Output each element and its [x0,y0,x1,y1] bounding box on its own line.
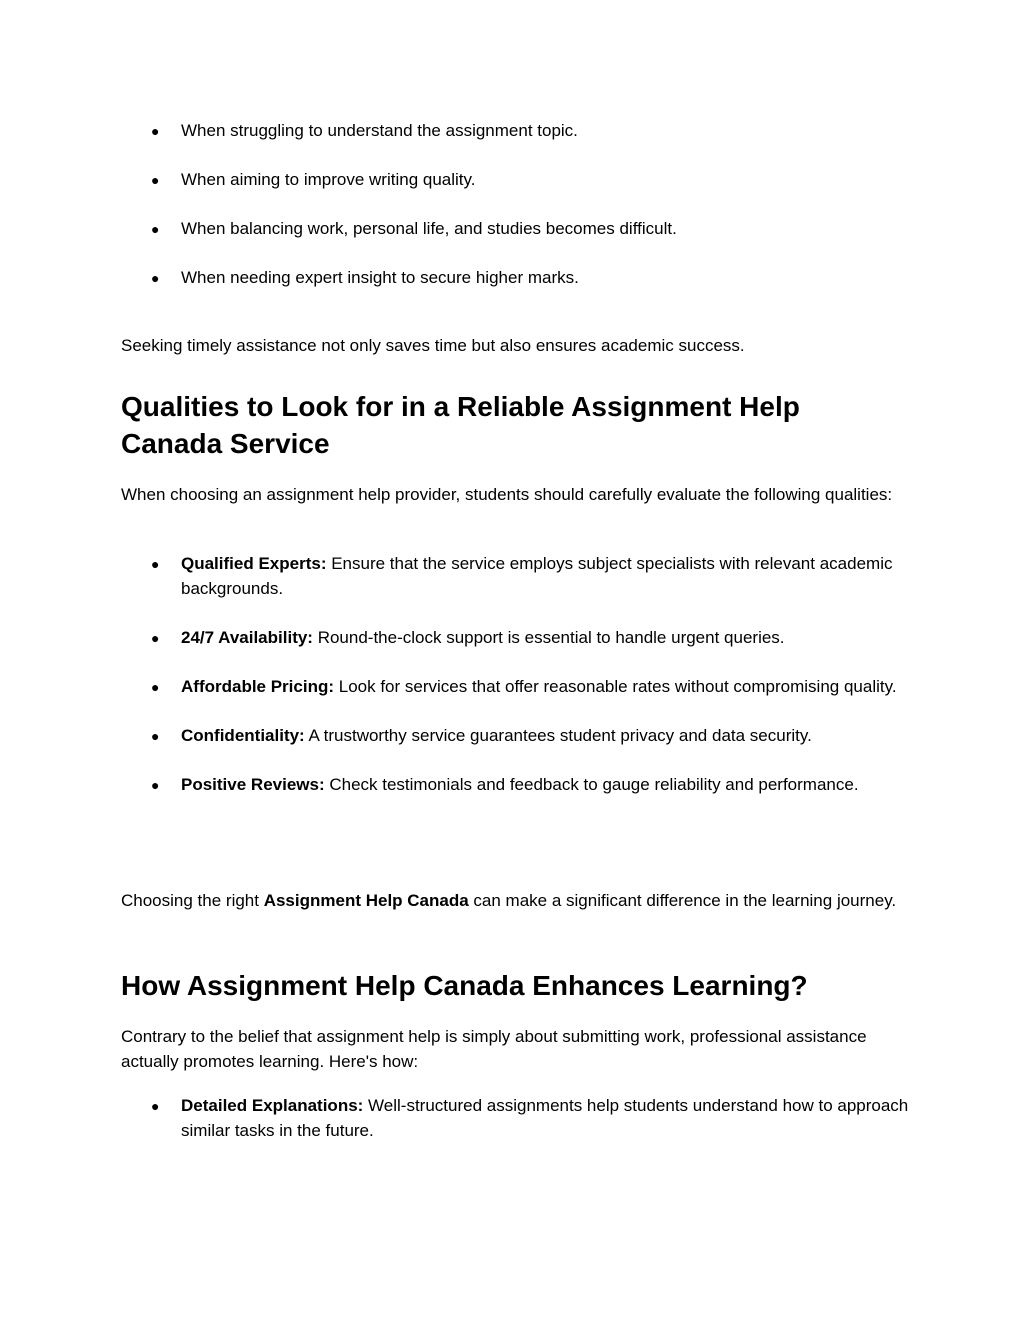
list-item-text: Look for services that offer reasonable rates without compromising quality. [334,676,897,696]
list-item-text: Check testimonials and feedback to gauge reliability and performance. [324,774,859,794]
bullet-icon: ● [151,270,160,286]
list-item-term: Confidentiality: [181,725,305,745]
list-item-text: Ensure that the service employs subject specialists with relevant academic backgrounds. [181,554,893,598]
paragraph-text: Choosing the right [121,891,264,910]
list-item-text: When aiming to improve writing quality. [181,170,476,189]
qualities-list [121,552,911,797]
bullet-icon: ● [151,1098,160,1114]
bullet-icon: ● [151,678,160,695]
bullet-icon: ● [151,629,160,646]
section-heading: Qualities to Look for in a Reliable Assignment Help Canada Service [121,391,800,459]
list-item [121,168,911,193]
bullet-icon: ● [151,172,160,188]
list-item [121,119,911,144]
bullet-icon: ● [151,123,160,139]
list-item-term: Detailed Explanations: [181,1096,364,1115]
section-heading: How Assignment Help Canada Enhances Learning? [121,970,808,1001]
list-item-text: A trustworthy service guarantees student privacy and data security. [304,725,812,745]
paragraph-text: can make a significant difference in the learning journey. [468,891,897,910]
learning-benefits-list [121,1094,911,1143]
list-item-text: When struggling to understand the assignment topic. [181,121,578,140]
paragraph: Contrary to the belief that assignment help is simply about submitting work, professional assistance actually promotes learning. Here's how: [121,1027,867,1071]
list-item-text: When balancing work, personal life, and studies becomes difficult. [181,219,677,238]
list-item [121,675,911,700]
bullet-icon: ● [151,776,160,793]
situations-list [121,119,911,291]
list-item [121,266,911,291]
bullet-icon: ● [151,221,160,237]
list-item-term: 24/7 Availability: [181,627,313,647]
list-item [121,552,911,601]
list-item-text: Well-structured assignments help students understand how to approach similar tasks in the future. [181,1096,909,1140]
list-item-text: When needing expert insight to secure higher marks. [181,268,579,287]
list-item [121,217,911,242]
paragraph: When choosing an assignment help provider, students should carefully evaluate the following qualities: [121,485,893,504]
list-item-text: Round-the-clock support is essential to handle urgent queries. [312,627,785,647]
bullet-icon: ● [151,556,160,572]
list-item [121,724,911,749]
list-item [121,1094,911,1143]
paragraph: Seeking timely assistance not only saves time but also ensures academic success. [121,336,745,355]
list-item [121,773,911,798]
paragraph [121,889,911,914]
list-item [121,626,911,651]
bullet-icon: ● [151,727,160,744]
list-item-term: Qualified Experts: [181,554,327,573]
list-item-term: Positive Reviews: [181,774,325,794]
list-item-term: Affordable Pricing: [181,676,335,696]
paragraph-keyword: Assignment Help Canada [263,891,469,910]
